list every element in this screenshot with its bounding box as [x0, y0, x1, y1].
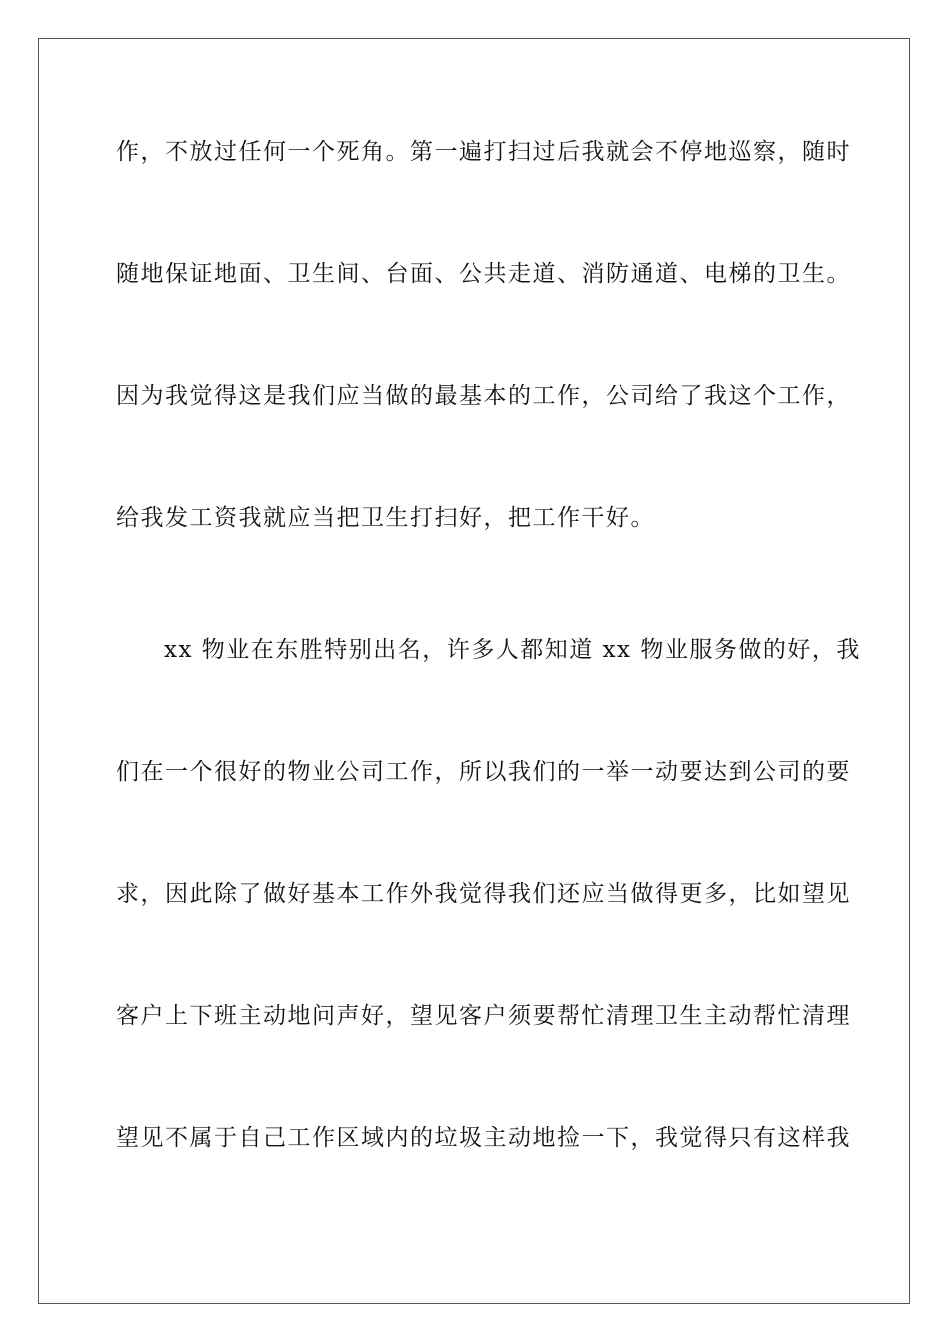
- paragraph-line-5: xx 物业在东胜特别出名，许多人都知道 xx 物业服务做的好，我: [164, 637, 861, 663]
- paragraph-line-1: 作，不放过任何一个死角。第一遍打扫过后我就会不停地巡察，随时: [116, 139, 851, 165]
- page-border: [38, 38, 910, 1304]
- paragraph-line-6: 们在一个很好的物业公司工作，所以我们的一举一动要达到公司的要: [116, 759, 851, 785]
- paragraph-line-9: 望见不属于自己工作区域内的垃圾主动地捡一下，我觉得只有这样我: [116, 1125, 851, 1151]
- paragraph-line-3: 因为我觉得这是我们应当做的最基本的工作，公司给了我这个工作，: [116, 383, 851, 409]
- paragraph-line-4: 给我发工资我就应当把卫生打扫好，把工作干好。: [116, 505, 655, 531]
- paragraph-line-8: 客户上下班主动地问声好，望见客户须要帮忙清理卫生主动帮忙清理: [116, 1003, 851, 1029]
- paragraph-line-2: 随地保证地面、卫生间、台面、公共走道、消防通道、电梯的卫生。: [116, 261, 851, 287]
- paragraph-line-7: 求，因此除了做好基本工作外我觉得我们还应当做得更多，比如望见: [116, 881, 851, 907]
